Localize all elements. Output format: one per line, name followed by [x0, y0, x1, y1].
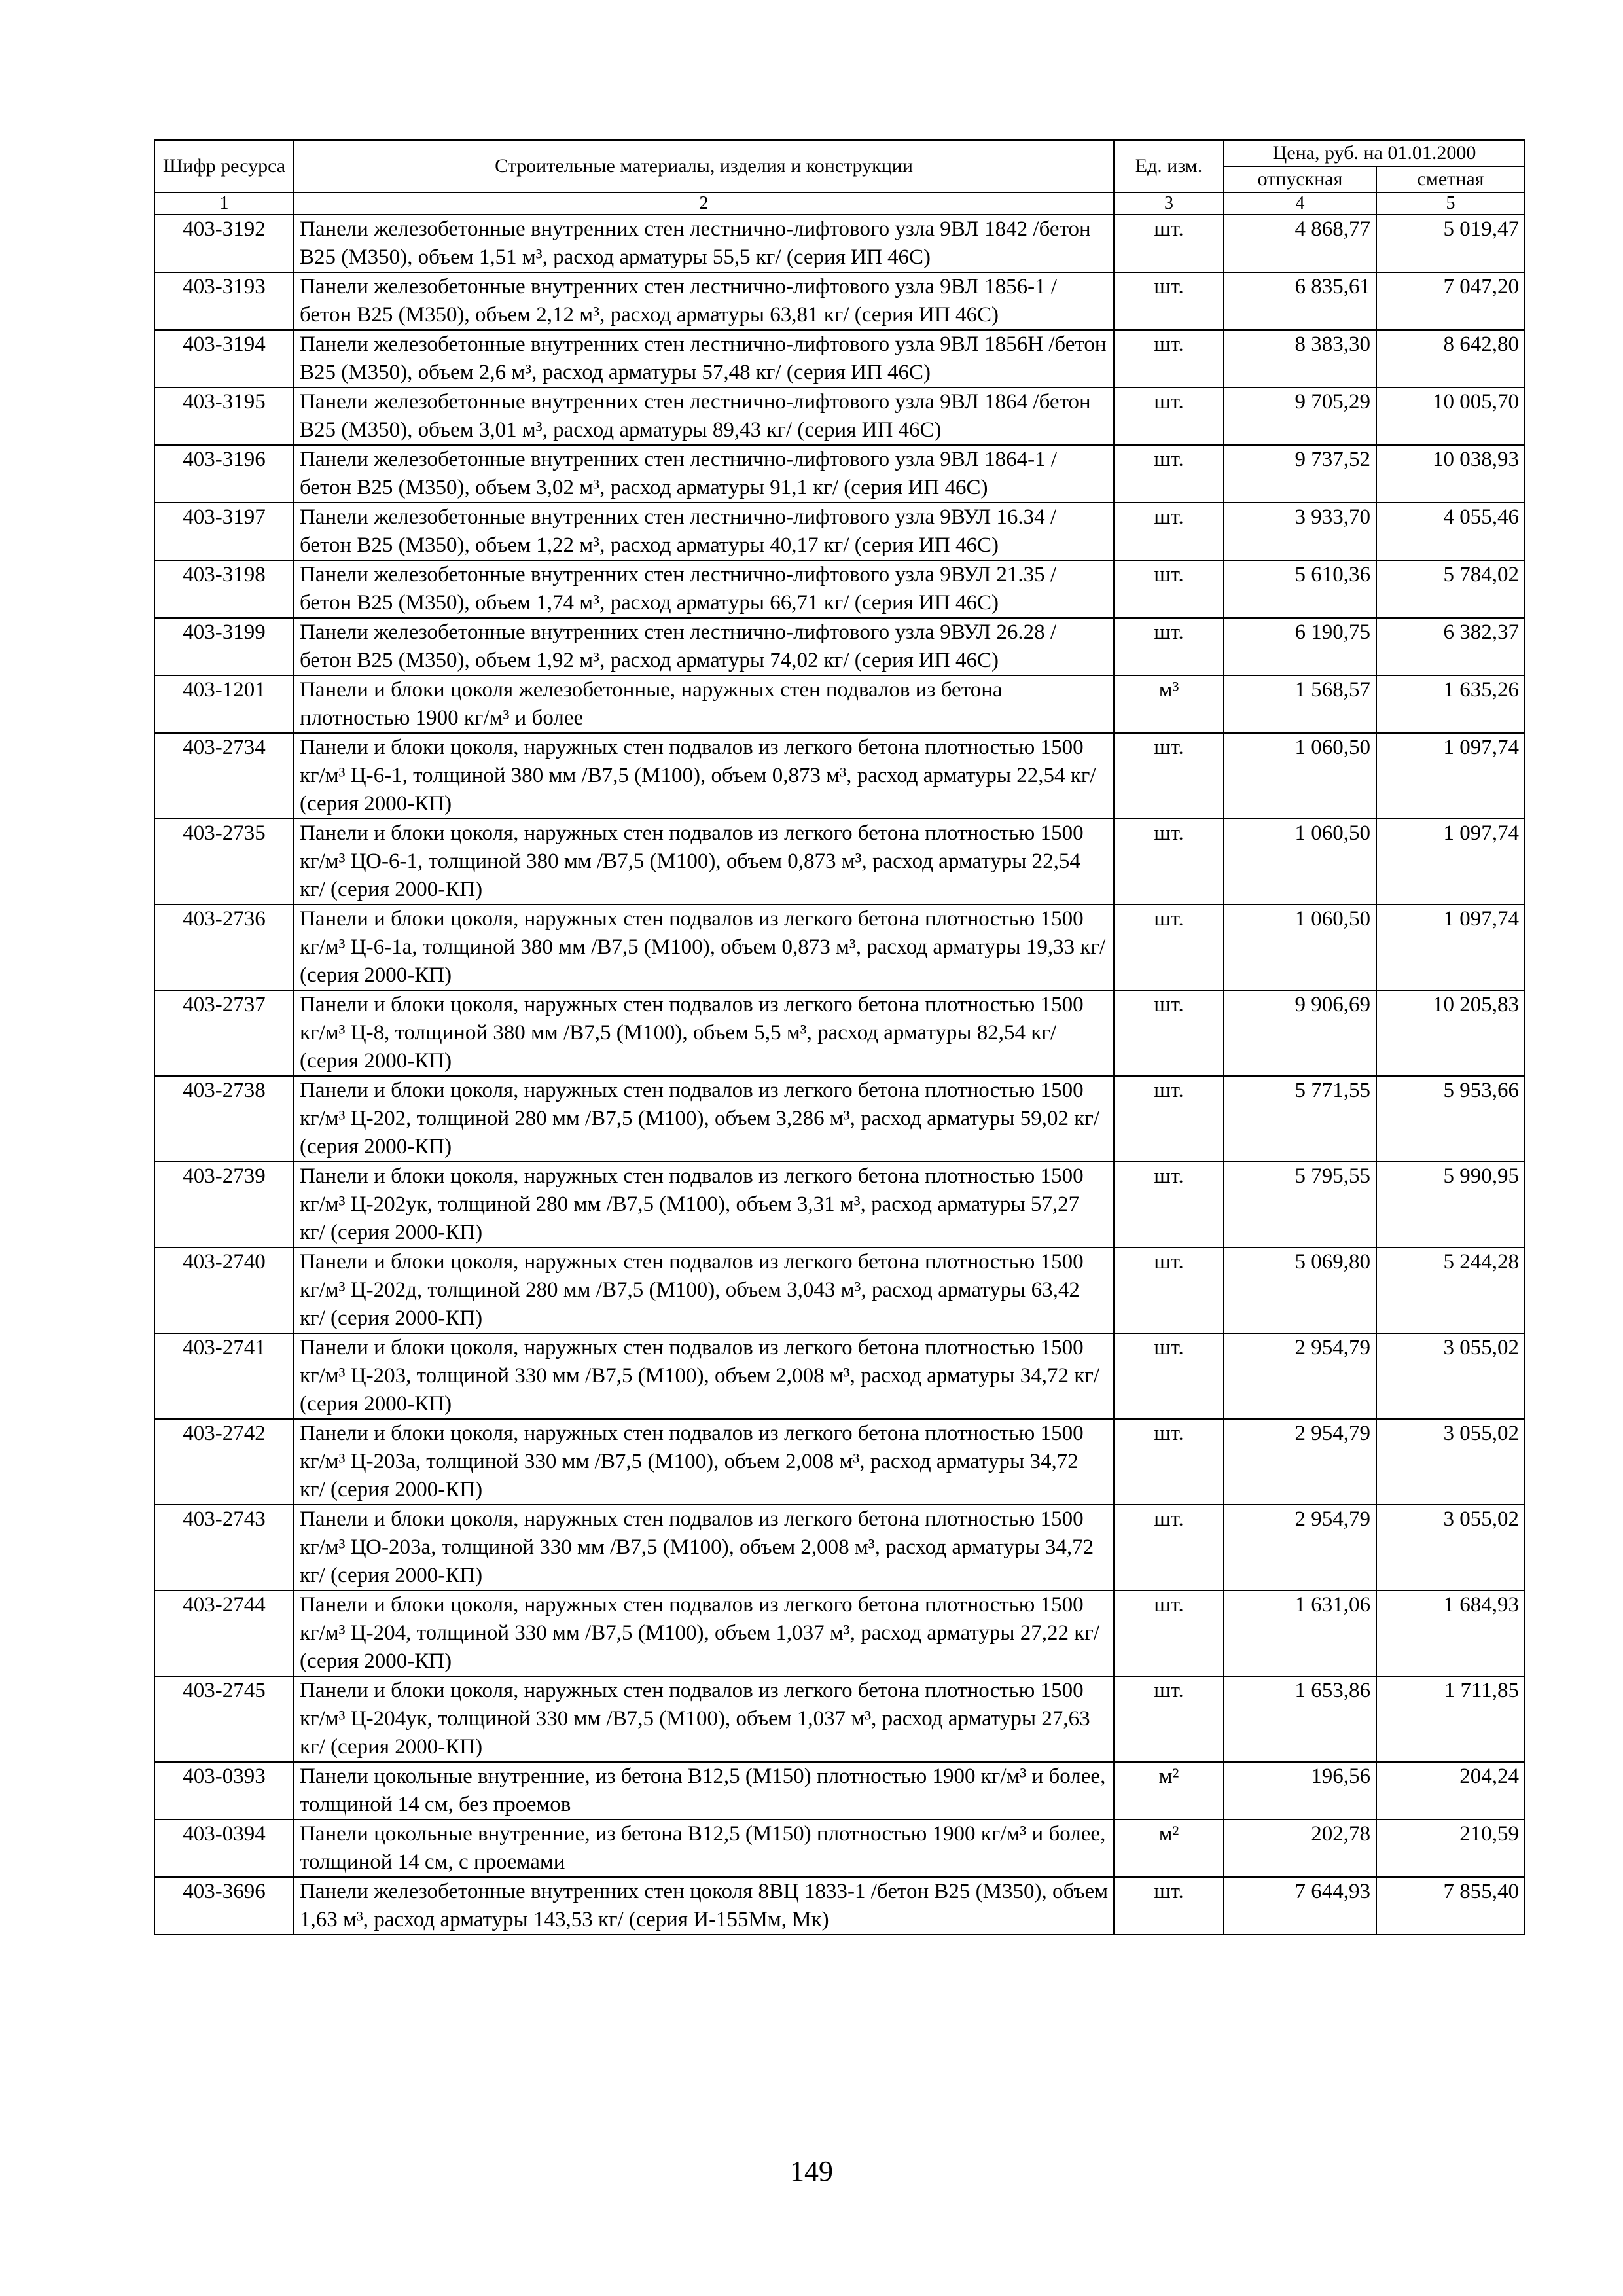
estimate-price-cell: 204,24 [1376, 1762, 1525, 1820]
release-price-cell: 4 868,77 [1224, 215, 1376, 272]
release-price-cell: 1 060,50 [1224, 905, 1376, 990]
resource-code-cell: 403-3199 [154, 618, 294, 675]
material-name-cell: Панели и блоки цоколя, наружных стен подвалов из легкого бетона плотностью 1500 кг/м³ Ц-6-1, толщиной 380 мм /В7,5 (М100), объем 0,873 м³, расход арматуры 22,54 кг/ (серия 2000-КП) [294, 733, 1114, 819]
resource-code-cell: 403-2738 [154, 1076, 294, 1162]
material-name-cell: Панели и блоки цоколя, наружных стен подвалов из легкого бетона плотностью 1500 кг/м³ Ц-204, толщиной 330 мм /В7,5 (М100), объем 1,037 м³, расход арматуры 27,22 кг/ (серия 2000-КП) [294, 1590, 1114, 1676]
column-number: 4 [1224, 192, 1376, 215]
release-price-cell: 196,56 [1224, 1762, 1376, 1820]
table-row [154, 733, 1525, 819]
unit-cell: шт. [1114, 1590, 1224, 1676]
material-name-cell: Панели и блоки цоколя, наружных стен подвалов из легкого бетона плотностью 1500 кг/м³ Ц-202ук, толщиной 280 мм /В7,5 (М100), объем 3,31 м³, расход арматуры 57,27 кг/ (серия 2000-КП) [294, 1162, 1114, 1247]
resource-code-cell: 403-2743 [154, 1505, 294, 1590]
estimate-price-cell: 3 055,02 [1376, 1333, 1525, 1419]
price-table [154, 139, 1525, 1935]
unit-cell: шт. [1114, 1076, 1224, 1162]
release-price-cell: 202,78 [1224, 1820, 1376, 1877]
resource-code-cell: 403-3197 [154, 503, 294, 560]
release-price-cell: 9 906,69 [1224, 990, 1376, 1076]
table-row [154, 387, 1525, 445]
release-price-cell: 1 060,50 [1224, 819, 1376, 905]
estimate-price-cell: 10 005,70 [1376, 387, 1525, 445]
estimate-price-cell: 1 635,26 [1376, 675, 1525, 733]
page-number: 149 [790, 2155, 833, 2187]
material-name-cell: Панели и блоки цоколя, наружных стен подвалов из легкого бетона плотностью 1500 кг/м³ Ц-203, толщиной 330 мм /В7,5 (М100), объем 2,008 м³, расход арматуры 34,72 кг/ (серия 2000-КП) [294, 1333, 1114, 1419]
unit-cell: м³ [1114, 675, 1224, 733]
resource-code-cell: 403-3194 [154, 330, 294, 387]
resource-code-cell: 403-1201 [154, 675, 294, 733]
material-name-cell: Панели и блоки цоколя, наружных стен подвалов из легкого бетона плотностью 1500 кг/м³ Ц-204ук, толщиной 330 мм /В7,5 (М100), объем 1,037 м³, расход арматуры 27,63 кг/ (серия 2000-КП) [294, 1676, 1114, 1762]
estimate-price-cell: 5 244,28 [1376, 1247, 1525, 1333]
resource-code-cell: 403-2736 [154, 905, 294, 990]
header-code: Шифр ресурса [154, 140, 294, 192]
unit-cell: шт. [1114, 1419, 1224, 1505]
resource-code-cell: 403-3696 [154, 1877, 294, 1935]
release-price-cell: 8 383,30 [1224, 330, 1376, 387]
table-row [154, 560, 1525, 618]
table-row [154, 503, 1525, 560]
unit-cell: шт. [1114, 1162, 1224, 1247]
table-row [154, 445, 1525, 503]
material-name-cell: Панели железобетонные внутренних стен цоколя 8ВЦ 1833-1 /бетон В25 (М350), объем 1,63 м³, расход арматуры 143,53 кг/ (серия И-155Мм, Мк) [294, 1877, 1114, 1935]
estimate-price-cell: 3 055,02 [1376, 1505, 1525, 1590]
material-name-cell: Панели железобетонные внутренних стен лестнично-лифтового узла 9ВЛ 1856Н /бетон В25 (М350), объем 2,6 м³, расход арматуры 57,48 кг/ (серия ИП 46С) [294, 330, 1114, 387]
unit-cell: шт. [1114, 990, 1224, 1076]
resource-code-cell: 403-2734 [154, 733, 294, 819]
table-row [154, 618, 1525, 675]
release-price-cell: 1 568,57 [1224, 675, 1376, 733]
estimate-price-cell: 5 019,47 [1376, 215, 1525, 272]
release-price-cell: 6 190,75 [1224, 618, 1376, 675]
resource-code-cell: 403-3193 [154, 272, 294, 330]
release-price-cell: 5 069,80 [1224, 1247, 1376, 1333]
unit-cell: шт. [1114, 445, 1224, 503]
material-name-cell: Панели железобетонные внутренних стен лестнично-лифтового узла 9ВЛ 1864-1 /бетон В25 (М350), объем 3,02 м³, расход арматуры 91,1 кг/ (серия ИП 46С) [294, 445, 1114, 503]
unit-cell: м² [1114, 1820, 1224, 1877]
estimate-price-cell: 8 642,80 [1376, 330, 1525, 387]
release-price-cell: 2 954,79 [1224, 1333, 1376, 1419]
table-row [154, 1590, 1525, 1676]
resource-code-cell: 403-3192 [154, 215, 294, 272]
table-row [154, 1419, 1525, 1505]
release-price-cell: 2 954,79 [1224, 1505, 1376, 1590]
material-name-cell: Панели и блоки цоколя, наружных стен подвалов из легкого бетона плотностью 1500 кг/м³ ЦО-203а, толщиной 330 мм /В7,5 (М100), объем 2,008 м³, расход арматуры 34,72 кг/ (серия 2000-КП) [294, 1505, 1114, 1590]
table-row [154, 215, 1525, 272]
estimate-price-cell: 4 055,46 [1376, 503, 1525, 560]
estimate-price-cell: 1 097,74 [1376, 905, 1525, 990]
column-number: 3 [1114, 192, 1224, 215]
material-name-cell: Панели и блоки цоколя железобетонные, наружных стен подвалов из бетона плотностью 1900 кг/м³ и более [294, 675, 1114, 733]
unit-cell: шт. [1114, 1877, 1224, 1935]
estimate-price-cell: 7 047,20 [1376, 272, 1525, 330]
unit-cell: шт. [1114, 215, 1224, 272]
release-price-cell: 1 653,86 [1224, 1676, 1376, 1762]
header-name: Строительные материалы, изделия и конструкции [294, 140, 1114, 192]
resource-code-cell: 403-2742 [154, 1419, 294, 1505]
estimate-price-cell: 1 684,93 [1376, 1590, 1525, 1676]
estimate-price-cell: 5 990,95 [1376, 1162, 1525, 1247]
estimate-price-cell: 7 855,40 [1376, 1877, 1525, 1935]
table-row [154, 1076, 1525, 1162]
material-name-cell: Панели цокольные внутренние, из бетона В12,5 (М150) плотностью 1900 кг/м³ и более, толщиной 14 см, без проемов [294, 1762, 1114, 1820]
resource-code-cell: 403-2739 [154, 1162, 294, 1247]
release-price-cell: 5 610,36 [1224, 560, 1376, 618]
header-estimate-price: сметная [1376, 166, 1525, 192]
estimate-price-cell: 10 038,93 [1376, 445, 1525, 503]
table-row [154, 1162, 1525, 1247]
release-price-cell: 6 835,61 [1224, 272, 1376, 330]
table-row [154, 1505, 1525, 1590]
resource-code-cell: 403-2741 [154, 1333, 294, 1419]
resource-code-cell: 403-2735 [154, 819, 294, 905]
release-price-cell: 2 954,79 [1224, 1419, 1376, 1505]
release-price-cell: 9 705,29 [1224, 387, 1376, 445]
material-name-cell: Панели и блоки цоколя, наружных стен подвалов из легкого бетона плотностью 1500 кг/м³ Ц-202д, толщиной 280 мм /В7,5 (М100), объем 3,043 м³, расход арматуры 63,42 кг/ (серия 2000-КП) [294, 1247, 1114, 1333]
table-row [154, 905, 1525, 990]
release-price-cell: 7 644,93 [1224, 1877, 1376, 1935]
release-price-cell: 5 795,55 [1224, 1162, 1376, 1247]
header-price-group: Цена, руб. на 01.01.2000 [1224, 140, 1525, 166]
unit-cell: шт. [1114, 905, 1224, 990]
table-row [154, 675, 1525, 733]
column-number: 1 [154, 192, 294, 215]
table-row [154, 819, 1525, 905]
material-name-cell: Панели цокольные внутренние, из бетона В12,5 (М150) плотностью 1900 кг/м³ и более, толщиной 14 см, с проемами [294, 1820, 1114, 1877]
unit-cell: шт. [1114, 1247, 1224, 1333]
unit-cell: шт. [1114, 503, 1224, 560]
column-number: 2 [294, 192, 1114, 215]
resource-code-cell: 403-0393 [154, 1762, 294, 1820]
column-number: 5 [1376, 192, 1525, 215]
release-price-cell: 1 631,06 [1224, 1590, 1376, 1676]
material-name-cell: Панели железобетонные внутренних стен лестнично-лифтового узла 9ВЛ 1856-1 /бетон В25 (М350), объем 2,12 м³, расход арматуры 63,81 кг/ (серия ИП 46С) [294, 272, 1114, 330]
estimate-price-cell: 3 055,02 [1376, 1419, 1525, 1505]
table-row [154, 1333, 1525, 1419]
resource-code-cell: 403-3196 [154, 445, 294, 503]
material-name-cell: Панели железобетонные внутренних стен лестнично-лифтового узла 9ВУЛ 16.34 /бетон В25 (М350), объем 1,22 м³, расход арматуры 40,17 кг/ (серия ИП 46С) [294, 503, 1114, 560]
table-row [154, 1676, 1525, 1762]
estimate-price-cell: 1 097,74 [1376, 819, 1525, 905]
unit-cell: шт. [1114, 819, 1224, 905]
material-name-cell: Панели железобетонные внутренних стен лестнично-лифтового узла 9ВЛ 1864 /бетон В25 (М350), объем 3,01 м³, расход арматуры 89,43 кг/ (серия ИП 46С) [294, 387, 1114, 445]
table-row [154, 1762, 1525, 1820]
unit-cell: шт. [1114, 1333, 1224, 1419]
release-price-cell: 3 933,70 [1224, 503, 1376, 560]
unit-cell: шт. [1114, 618, 1224, 675]
estimate-price-cell: 1 097,74 [1376, 733, 1525, 819]
release-price-cell: 9 737,52 [1224, 445, 1376, 503]
header-release-price: отпускная [1224, 166, 1376, 192]
estimate-price-cell: 5 953,66 [1376, 1076, 1525, 1162]
material-name-cell: Панели и блоки цоколя, наружных стен подвалов из легкого бетона плотностью 1500 кг/м³ Ц-202, толщиной 280 мм /В7,5 (М100), объем 3,286 м³, расход арматуры 59,02 кг/ (серия 2000-КП) [294, 1076, 1114, 1162]
material-name-cell: Панели железобетонные внутренних стен лестнично-лифтового узла 9ВУЛ 21.35 /бетон В25 (М350), объем 1,74 м³, расход арматуры 66,71 кг/ (серия ИП 46С) [294, 560, 1114, 618]
unit-cell: м² [1114, 1762, 1224, 1820]
material-name-cell: Панели железобетонные внутренних стен лестнично-лифтового узла 9ВЛ 1842 /бетон В25 (М350), объем 1,51 м³, расход арматуры 55,5 кг/ (серия ИП 46С) [294, 215, 1114, 272]
estimate-price-cell: 210,59 [1376, 1820, 1525, 1877]
unit-cell: шт. [1114, 330, 1224, 387]
resource-code-cell: 403-3195 [154, 387, 294, 445]
estimate-price-cell: 10 205,83 [1376, 990, 1525, 1076]
unit-cell: шт. [1114, 733, 1224, 819]
material-name-cell: Панели и блоки цоколя, наружных стен подвалов из легкого бетона плотностью 1500 кг/м³ Ц-203а, толщиной 330 мм /В7,5 (М100), объем 2,008 м³, расход арматуры 34,72 кг/ (серия 2000-КП) [294, 1419, 1114, 1505]
unit-cell: шт. [1114, 560, 1224, 618]
material-name-cell: Панели железобетонные внутренних стен лестнично-лифтового узла 9ВУЛ 26.28 /бетон В25 (М350), объем 1,92 м³, расход арматуры 74,02 кг/ (серия ИП 46С) [294, 618, 1114, 675]
table-body [154, 215, 1525, 1935]
table-row [154, 330, 1525, 387]
table-header [154, 140, 1525, 215]
resource-code-cell: 403-2744 [154, 1590, 294, 1676]
resource-code-cell: 403-0394 [154, 1820, 294, 1877]
table-row [154, 1247, 1525, 1333]
resource-code-cell: 403-2740 [154, 1247, 294, 1333]
unit-cell: шт. [1114, 1505, 1224, 1590]
header-unit: Ед. изм. [1114, 140, 1224, 192]
resource-code-cell: 403-2745 [154, 1676, 294, 1762]
estimate-price-cell: 6 382,37 [1376, 618, 1525, 675]
table-row [154, 1820, 1525, 1877]
estimate-price-cell: 5 784,02 [1376, 560, 1525, 618]
resource-code-cell: 403-2737 [154, 990, 294, 1076]
release-price-cell: 5 771,55 [1224, 1076, 1376, 1162]
unit-cell: шт. [1114, 272, 1224, 330]
material-name-cell: Панели и блоки цоколя, наружных стен подвалов из легкого бетона плотностью 1500 кг/м³ Ц-6-1а, толщиной 380 мм /В7,5 (М100), объем 0,873 м³, расход арматуры 19,33 кг/ (серия 2000-КП) [294, 905, 1114, 990]
resource-code-cell: 403-3198 [154, 560, 294, 618]
material-name-cell: Панели и блоки цоколя, наружных стен подвалов из легкого бетона плотностью 1500 кг/м³ ЦО-6-1, толщиной 380 мм /В7,5 (М100), объем 0,873 м³, расход арматуры 22,54 кг/ (серия 2000-КП) [294, 819, 1114, 905]
material-name-cell: Панели и блоки цоколя, наружных стен подвалов из легкого бетона плотностью 1500 кг/м³ Ц-8, толщиной 380 мм /В7,5 (М100), объем 5,5 м³, расход арматуры 82,54 кг/ (серия 2000-КП) [294, 990, 1114, 1076]
release-price-cell: 1 060,50 [1224, 733, 1376, 819]
unit-cell: шт. [1114, 1676, 1224, 1762]
table-row [154, 1877, 1525, 1935]
unit-cell: шт. [1114, 387, 1224, 445]
estimate-price-cell: 1 711,85 [1376, 1676, 1525, 1762]
table-row [154, 272, 1525, 330]
table-row [154, 990, 1525, 1076]
